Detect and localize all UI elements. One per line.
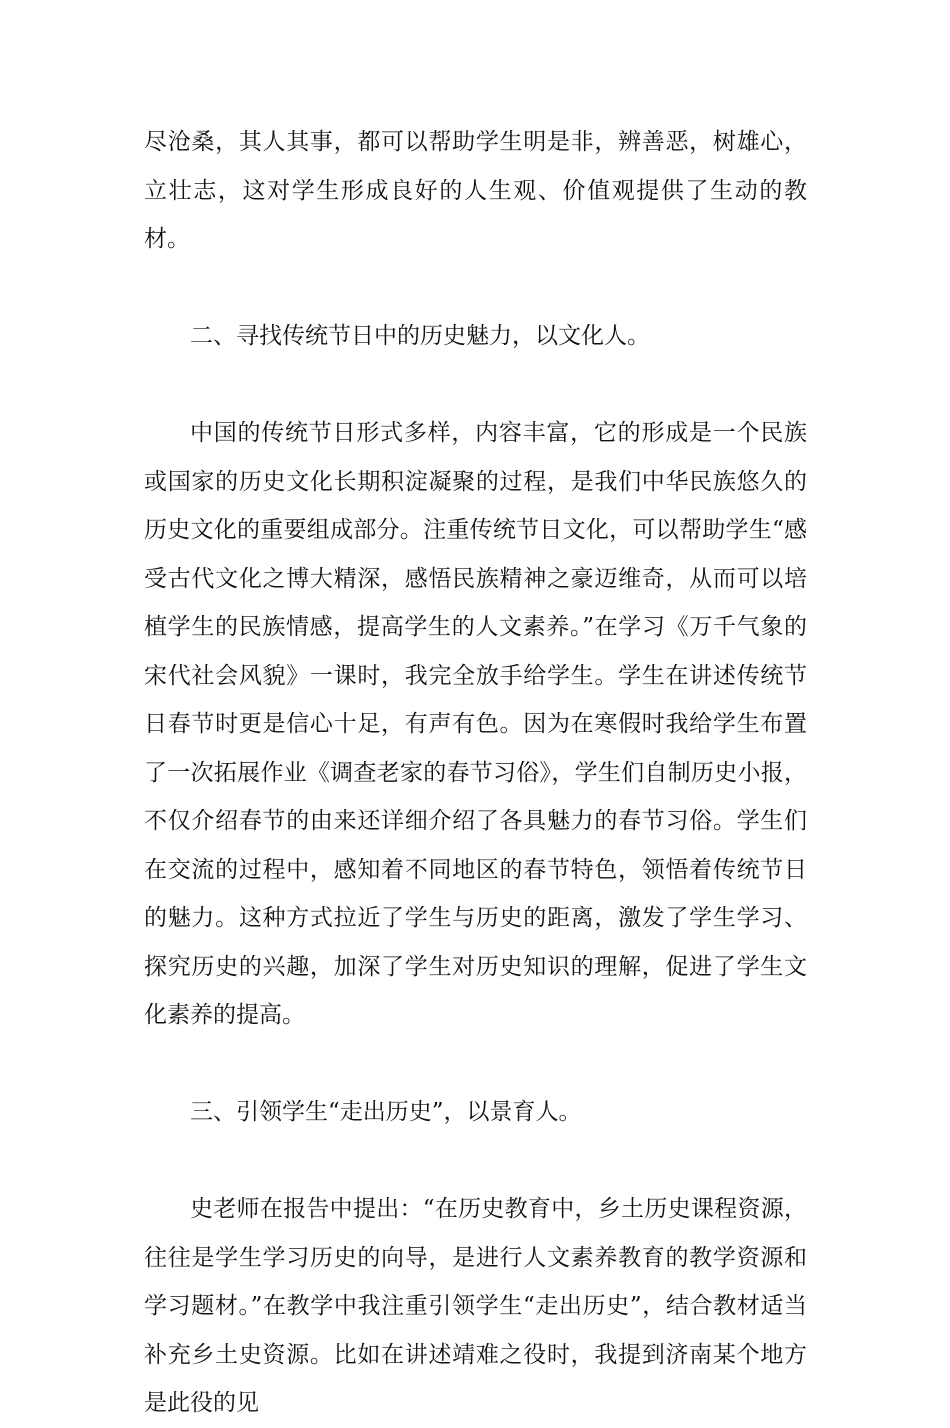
paragraph-gap	[144, 361, 807, 410]
paragraph-gap	[144, 1040, 807, 1089]
section-heading-two: 二、寻找传统节日中的历史魅力，以文化人。	[190, 323, 650, 349]
paragraph-traditional-festivals: 中国的传统节日形式多样，内容丰富，它的形成是一个民族或国家的历史文化长期积淀凝聚的过程，是我们中华民族悠久的历史文化的重要组成部分。注重传统节日文化，可以帮助学生“感受古代文化之博大精深，感悟民族精神之豪迈维奇，从而可以培植学生的民族情感，提高学生的人文素养。”在学习《万千气象的宋代社会风貌》一课时，我完全放手给学生。学生在讲述传统节日春节时更是信心十足，有声有色。因为在寒假时我给学生布置了一次拓展作业《调查老家的春节习俗》，学生们自制历史小报，不仅介绍春节的由来还详细介绍了各具魅力的春节习俗。学生们在交流的过程中，感知着不同地区的春节特色，领悟着传统节日的魅力。这种方式拉近了学生与历史的距离，激发了学生学习、探究历史的兴趣，加深了学生对历史知识的理解，促进了学生文化素养的提高。	[144, 420, 807, 1028]
paragraph-continuation: 尽沧桑，其人其事，都可以帮助学生明是非，辨善恶，树雄心，立壮志，这对学生形成良好的人生观、价值观提供了生动的教材。	[144, 129, 807, 252]
paragraph-gap	[144, 264, 807, 313]
document-body	[144, 118, 807, 1428]
paragraph-gap	[144, 1137, 807, 1186]
section-heading-three: 三、引领学生“走出历史”，以景育人。	[190, 1099, 582, 1125]
paragraph-local-history: 史老师在报告中提出：“在历史教育中，乡土历史课程资源，往往是学生学习历史的向导，是进行人文素养教育的教学资源和学习题材。”在教学中我注重引领学生“走出历史”，结合教材适当补充乡土史资源。比如在讲述靖难之役时，我提到济南某个地方是此役的见	[144, 1196, 807, 1416]
